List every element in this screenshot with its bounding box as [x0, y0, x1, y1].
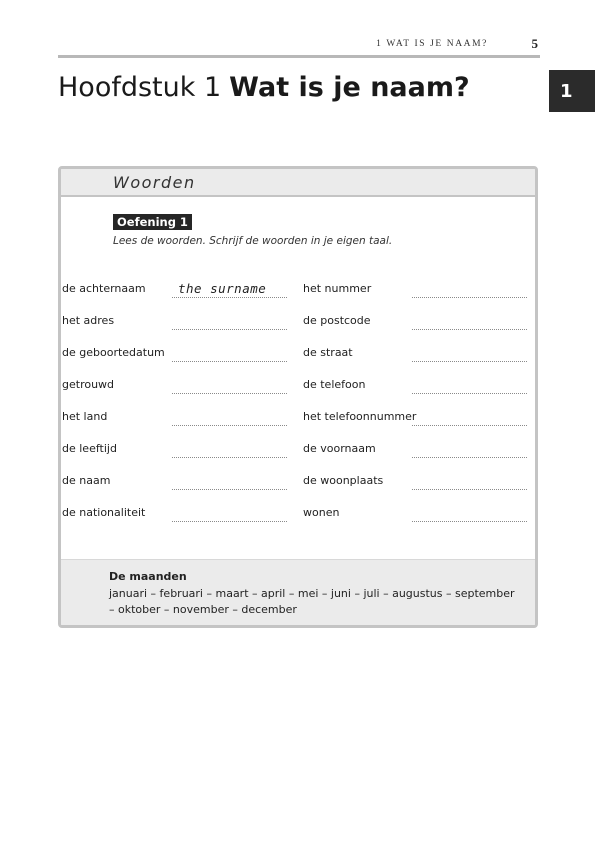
- vocab-row: [62, 474, 297, 492]
- translation-field[interactable]: [172, 508, 287, 522]
- translation-field[interactable]: [412, 348, 527, 362]
- vocab-word: de postcode: [303, 314, 371, 327]
- translation-field[interactable]: [172, 412, 287, 426]
- handwritten-answer: the surname: [178, 281, 267, 296]
- vocab-word: de naam: [62, 474, 111, 487]
- vocab-word: de nationaliteit: [62, 506, 146, 519]
- translation-field[interactable]: [172, 281, 287, 298]
- translation-field[interactable]: [412, 316, 527, 330]
- translation-field[interactable]: [172, 380, 287, 394]
- vocab-word: de geboortedatum: [62, 346, 165, 359]
- vocab-word: het land: [62, 410, 108, 423]
- vocab-word: het telefoonnummer: [303, 410, 417, 423]
- vocabulary-box: [58, 166, 538, 628]
- chapter-tab: 1: [549, 70, 595, 112]
- vocab-row: [303, 378, 538, 396]
- vocab-row: [62, 378, 297, 396]
- running-head: [58, 36, 540, 58]
- vocab-row: [303, 410, 538, 428]
- vocab-word: de achternaam: [62, 282, 146, 295]
- vocab-word: de woonplaats: [303, 474, 384, 487]
- page-number: 5: [531, 36, 538, 51]
- chapter-title: [58, 72, 470, 103]
- translation-field[interactable]: [412, 444, 527, 458]
- vocab-row: [303, 314, 538, 332]
- section-header: [61, 169, 535, 197]
- translation-field[interactable]: [412, 508, 527, 522]
- translation-field[interactable]: [412, 476, 527, 490]
- months-title: De maanden: [109, 570, 187, 583]
- vocab-row: [62, 410, 297, 428]
- running-head-text: 1 WAT IS JE NAAM?: [376, 39, 488, 49]
- vocab-row: [303, 474, 538, 492]
- vocab-row: [303, 506, 538, 524]
- vocab-row: [62, 282, 297, 300]
- translation-field[interactable]: [172, 476, 287, 490]
- vocab-word: de straat: [303, 346, 353, 359]
- translation-field[interactable]: [172, 348, 287, 362]
- translation-field[interactable]: [412, 412, 527, 426]
- vocab-word: het nummer: [303, 282, 372, 295]
- section-title: Woorden: [113, 173, 196, 192]
- translation-field[interactable]: [412, 380, 527, 394]
- vocab-row: [62, 442, 297, 460]
- months-list: januari – februari – maart – april – mei – juni – juli – augustus – september – oktober – november – december: [109, 587, 515, 616]
- vocab-row: [303, 442, 538, 460]
- vocab-word: getrouwd: [62, 378, 115, 391]
- vocab-word: wonen: [303, 506, 340, 519]
- vocab-row: [62, 346, 297, 364]
- exercise-instruction: Lees de woorden. Schrijf de woorden in je eigen taal.: [113, 235, 393, 247]
- vocab-word: de leeftijd: [62, 442, 117, 455]
- vocab-word: de telefoon: [303, 378, 366, 391]
- vocab-word: de voornaam: [303, 442, 376, 455]
- vocab-row: [303, 282, 538, 300]
- months-panel: [61, 559, 535, 628]
- translation-field[interactable]: [172, 316, 287, 330]
- translation-field[interactable]: [412, 284, 527, 298]
- translation-field[interactable]: [172, 444, 287, 458]
- vocab-row: [62, 314, 297, 332]
- chapter-name: Wat is je naam?: [229, 72, 470, 103]
- chapter-label: Hoofdstuk 1: [58, 72, 222, 103]
- vocab-row: [62, 506, 297, 524]
- vocab-word: het adres: [62, 314, 115, 327]
- exercise-badge: Oefening 1: [113, 214, 192, 230]
- vocab-row: [303, 346, 538, 364]
